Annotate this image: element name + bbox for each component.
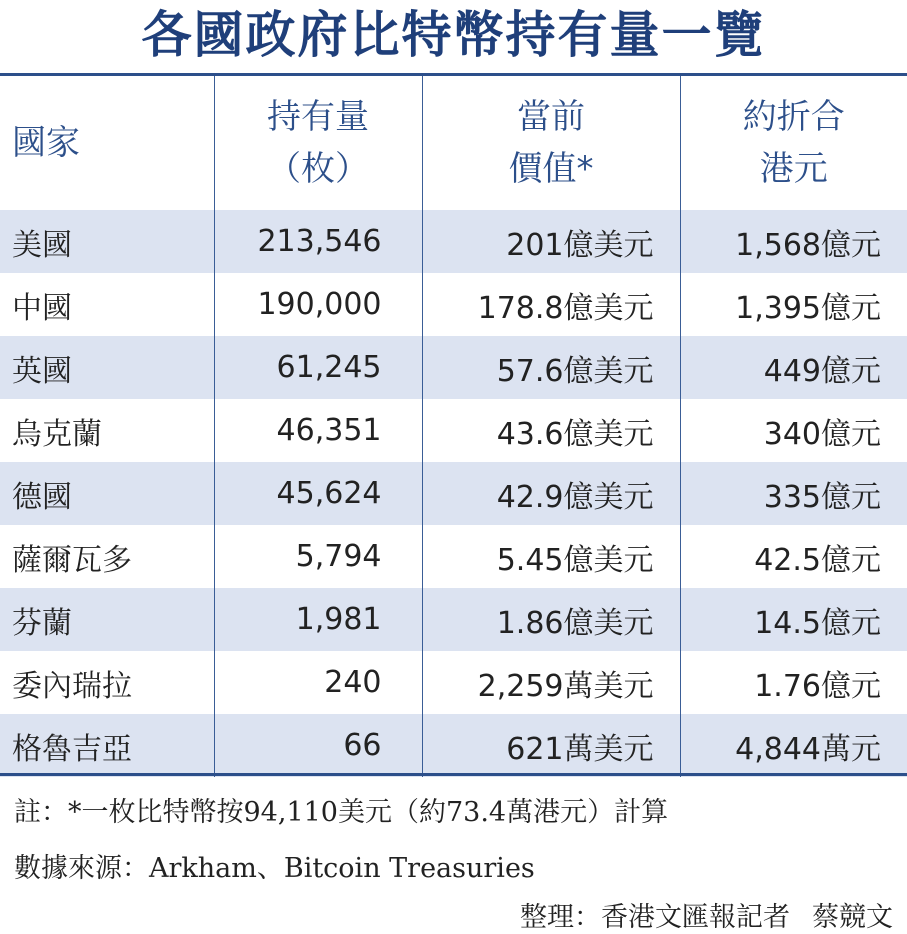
holdings-header-line2: （枚） <box>267 149 369 189</box>
cell-value-usd: 621萬美元 <box>422 714 680 777</box>
cell-holdings: 61,245 <box>214 336 422 399</box>
cell-holdings: 240 <box>214 651 422 714</box>
cell-value-hkd: 1.76億元 <box>754 668 881 704</box>
credit-label: 整理：香港文匯報記者 <box>520 902 790 933</box>
cell-holdings: 46,351 <box>214 399 422 462</box>
table-row <box>0 588 907 651</box>
cell-holdings: 1,981 <box>214 588 422 651</box>
cell-country: 格魯吉亞 <box>0 714 214 777</box>
cell-value-usd: 42.9億美元 <box>422 462 680 525</box>
cell-value-hkd: 449億元 <box>680 336 907 399</box>
page-title: 各國政府比特幣持有量一覽 <box>141 6 766 64</box>
holdings-header-line1: 持有量 <box>267 97 369 137</box>
column-header-current-value <box>422 76 680 210</box>
cell-holdings: 213,546 <box>214 210 422 273</box>
table-row <box>0 336 907 399</box>
country-header-label: 國家 <box>12 123 80 163</box>
cell-value-hkd: 1,395億元 <box>735 290 881 326</box>
cell-country: 芬蘭 <box>0 588 214 651</box>
hkd-header-line2: 港元 <box>759 149 828 189</box>
cell-holdings: 5,794 <box>214 525 422 588</box>
cell-value-hkd: 14.5億元 <box>680 588 907 651</box>
credit-line <box>520 895 893 934</box>
footnote: 註：*一枚比特幣按94,110美元（約73.4萬港元）計算 <box>14 797 669 828</box>
reporter-name: 蔡競文 <box>812 902 893 933</box>
cell-country: 委內瑞拉 <box>0 651 214 714</box>
column-header-hkd-value <box>680 76 907 210</box>
cell-value-usd: 201億美元 <box>422 210 680 273</box>
table-row <box>0 273 907 336</box>
cell-value-usd: 2,259萬美元 <box>422 651 680 714</box>
cell-country: 薩爾瓦多 <box>0 525 214 588</box>
hkd-header-line1: 約折合 <box>742 97 845 137</box>
table-bottom-rule <box>0 773 907 776</box>
cell-holdings: 45,624 <box>214 462 422 525</box>
bitcoin-holdings-table <box>0 76 907 777</box>
table-row <box>0 399 907 462</box>
cell-value-hkd: 1,568億元 <box>680 210 907 273</box>
value-header-line2: 價值* <box>508 149 594 189</box>
cell-country: 烏克蘭 <box>0 399 214 462</box>
cell-value-usd: 178.8億美元 <box>422 273 680 336</box>
table-header-row <box>0 76 907 210</box>
table-row <box>0 462 907 525</box>
cell-value-hkd: 4,844萬元 <box>680 714 907 777</box>
cell-country: 美國 <box>0 210 214 273</box>
cell-value-usd: 57.6億美元 <box>422 336 680 399</box>
cell-value-hkd: 340億元 <box>763 416 881 452</box>
table-row <box>0 525 907 588</box>
cell-value-usd: 43.6億美元 <box>422 399 680 462</box>
cell-country: 德國 <box>0 462 214 525</box>
column-header-country <box>0 76 214 210</box>
cell-country: 英國 <box>0 336 214 399</box>
cell-value-usd: 1.86億美元 <box>422 588 680 651</box>
table-row <box>0 210 907 273</box>
table-row <box>0 651 907 714</box>
cell-value-hkd: 335億元 <box>680 462 907 525</box>
data-source: 數據來源：Arkham、Bitcoin Treasuries <box>14 853 535 884</box>
cell-country: 中國 <box>0 273 214 336</box>
table-row <box>0 714 907 777</box>
value-header-line1: 當前 <box>517 97 585 137</box>
column-header-holdings <box>214 76 422 210</box>
cell-holdings: 66 <box>214 714 422 777</box>
cell-value-usd: 5.45億美元 <box>422 525 680 588</box>
cell-holdings: 190,000 <box>214 273 422 336</box>
cell-value-hkd: 42.5億元 <box>754 542 881 578</box>
